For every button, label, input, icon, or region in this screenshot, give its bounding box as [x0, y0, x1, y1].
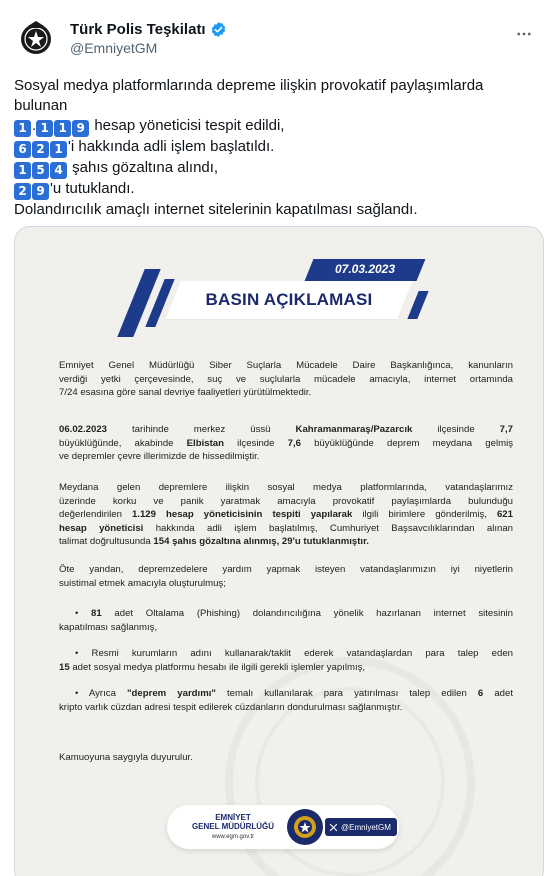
text-segment: temalı kullanılarak para yatırılması talep edilen — [215, 688, 478, 699]
bold-text: Elbistan — [186, 437, 224, 449]
text-line — [59, 661, 513, 675]
bullet-dot: • — [75, 608, 79, 619]
keycap: 4 — [50, 162, 67, 179]
bold-text: hesap yöneticisi — [59, 522, 144, 534]
text-line: kapatılması sağlanmış, — [59, 621, 158, 633]
tweet-line-1: Sosyal medya platformlarında depreme ilişkin provokatif paylaşımlarda bulunan — [14, 77, 484, 114]
tweet-text-segment: hesap yöneticisi tespit edildi, — [90, 117, 285, 134]
keycap: 9 — [32, 183, 49, 200]
bold-text: 06.02.2023 — [59, 424, 108, 435]
bold-text: 6 — [477, 688, 484, 699]
text-line — [59, 647, 513, 661]
bold-text: Kahramanmaraş/Pazarcık — [295, 424, 413, 435]
avatar[interactable] — [14, 16, 58, 60]
more-icon — [515, 25, 533, 43]
text-line: kripto varlık cüzdan adresi tespit edilerek cüzdanların dondurulması sağlanmıştır. — [59, 701, 403, 713]
text-line: suistimal etmek amacıyla oluşturulmuş; — [59, 577, 226, 589]
text-line — [59, 508, 513, 522]
paragraph-2 — [59, 423, 513, 464]
bullet-dot: • — [75, 688, 79, 699]
police-badge-icon — [287, 809, 323, 845]
text-line: üzerinde korku ve panik yaratmak amacıyla provokatif paylaşımlarda bulunduğu — [59, 495, 513, 507]
tweet-line-6: Dolandırıcılık amaçlı internet sitelerinin kapatılması sağlandı. — [14, 201, 418, 218]
press-release-title: BASIN AÇIKLAMASI — [205, 290, 373, 309]
text-line: Meydana gelen depremlere ilişkin sosyal medya platformlarında, vatandaşlarımız — [59, 482, 513, 493]
bold-text: 7,7 — [499, 424, 513, 435]
tweet-media-image[interactable] — [14, 226, 544, 876]
separator: . — [32, 117, 37, 134]
tweet-line-3 — [14, 137, 540, 158]
text-segment: adet Oltalama (Phishing) dolandırıcılığına yönelik hazırlanan internet sitesinin — [101, 608, 513, 619]
keycap: 1 — [50, 141, 67, 158]
tweet-text — [14, 76, 540, 220]
tweet-text-segment: şahıs gözaltına alındı, — [68, 159, 219, 176]
x-logo-icon — [329, 823, 338, 832]
more-options-button[interactable] — [510, 20, 538, 48]
text-segment: değerlendirilen — [59, 509, 132, 520]
text-line: Öte yandan, depremzedelere yardım yapmak isteyen vatandaşlarımızın iyi niyetlerin — [59, 564, 513, 575]
bullet-3 — [59, 687, 513, 714]
banner-stripe — [407, 291, 428, 319]
display-name[interactable]: Türk Polis Teşkilatı — [70, 20, 206, 38]
police-emblem-icon — [16, 18, 56, 58]
text-line: Emniyet Genel Müdürlüğü Siber Suçlarla Mücadele Daire Başkanlığınca, kanunların — [59, 360, 513, 371]
keycap: 1 — [14, 162, 31, 179]
keycap: 5 — [32, 162, 49, 179]
text-line — [59, 535, 513, 549]
text-segment: Resmi kurumların adını kullanarak/taklit ederek vatandaşlardan para talep eden — [91, 648, 513, 659]
text-segment: adet — [483, 688, 514, 699]
text-segment: adet sosyal medya platformu hesabı ile ilgili gerekli işlemler yapılmış, — [69, 661, 366, 673]
org-line: EMNİYET — [215, 813, 251, 822]
text-segment: ilçesinde — [412, 424, 500, 435]
closing-line — [59, 751, 513, 765]
text-line — [59, 437, 513, 451]
bullet-dot: • — [75, 648, 79, 659]
keycap: 1 — [14, 120, 31, 137]
text-line: 7/24 esasına göre sanal devriye faaliyetleri yürütülmektedir. — [59, 387, 312, 398]
tweet-line-5 — [14, 179, 540, 200]
keycap: 6 — [14, 141, 31, 158]
bold-text: 1.129 hesap yöneticisinin tespiti yapılarak — [131, 509, 353, 520]
tweet-line-4 — [14, 158, 540, 179]
tweet-text-segment: 'i hakkında adli işlem başlatıldı. — [68, 138, 275, 155]
text-line — [59, 423, 513, 437]
account-handle[interactable]: @EmniyetGM — [70, 39, 158, 56]
bold-text: 621 — [496, 509, 513, 520]
text-line: verdiği yetki çerçevesinde, suç ve suçlularla mücadele amacıyla, internet ortamında — [59, 373, 513, 385]
bullet-2 — [59, 647, 513, 674]
footer-org-name — [181, 813, 285, 831]
org-line: GENEL MÜDÜRLÜĞÜ — [191, 822, 275, 831]
bullet-1 — [59, 607, 513, 634]
handle-text: @EmniyetGM — [341, 822, 391, 832]
text-segment: Ayrıca — [88, 688, 127, 699]
bold-text: 154 şahıs gözaltına alınmış, 29'u tutuklanmıştır. — [153, 536, 369, 547]
text-segment: hakkında adli işlem başlatılmış, Cumhuriyet Başsavcılıklarından alınan — [143, 522, 513, 534]
keycap: 2 — [14, 183, 31, 200]
bold-text: 7,6 — [287, 437, 301, 449]
police-emblem-icon — [292, 814, 318, 840]
text-segment: ilçesinde — [223, 437, 288, 449]
text-segment: tarihinde merkez üssü — [107, 424, 296, 435]
bold-text: "deprem yardımı" — [127, 688, 216, 699]
verified-badge-icon — [210, 21, 227, 38]
keycap: 1 — [54, 120, 71, 137]
paragraph-1 — [59, 359, 513, 400]
text-line: Kamuoyuna saygıyla duyurulur. — [59, 752, 193, 763]
tweet-line-2 — [14, 116, 540, 137]
paragraph-4 — [59, 563, 513, 590]
bold-text: 15 — [59, 661, 70, 673]
text-segment: talimat doğrultusunda — [59, 536, 154, 547]
account-names — [70, 21, 227, 56]
text-line: ve depremler çevre illerimizde de hissedilmiştir. — [59, 451, 260, 462]
text-segment: büyüklüğünde deprem meydana gelmiş — [300, 437, 513, 449]
text-segment: ilgili birimlere gönderilmiş, — [352, 509, 497, 520]
text-line — [59, 687, 513, 701]
footer-url: www.egm.gov.tr — [211, 834, 255, 840]
keycap: 9 — [72, 120, 89, 137]
press-release-date: 07.03.2023 — [334, 262, 396, 276]
tweet-header — [14, 14, 540, 62]
bold-text: 81 — [91, 608, 102, 619]
paragraph-3 — [59, 481, 513, 549]
keycap: 2 — [32, 141, 49, 158]
text-segment: büyüklüğünde, akabinde — [59, 437, 187, 449]
footer-social-handle — [325, 818, 397, 836]
text-line — [59, 607, 513, 621]
tweet-text-segment: 'u tutuklandı. — [50, 180, 135, 197]
text-line — [59, 522, 513, 536]
keycap: 1 — [36, 120, 53, 137]
